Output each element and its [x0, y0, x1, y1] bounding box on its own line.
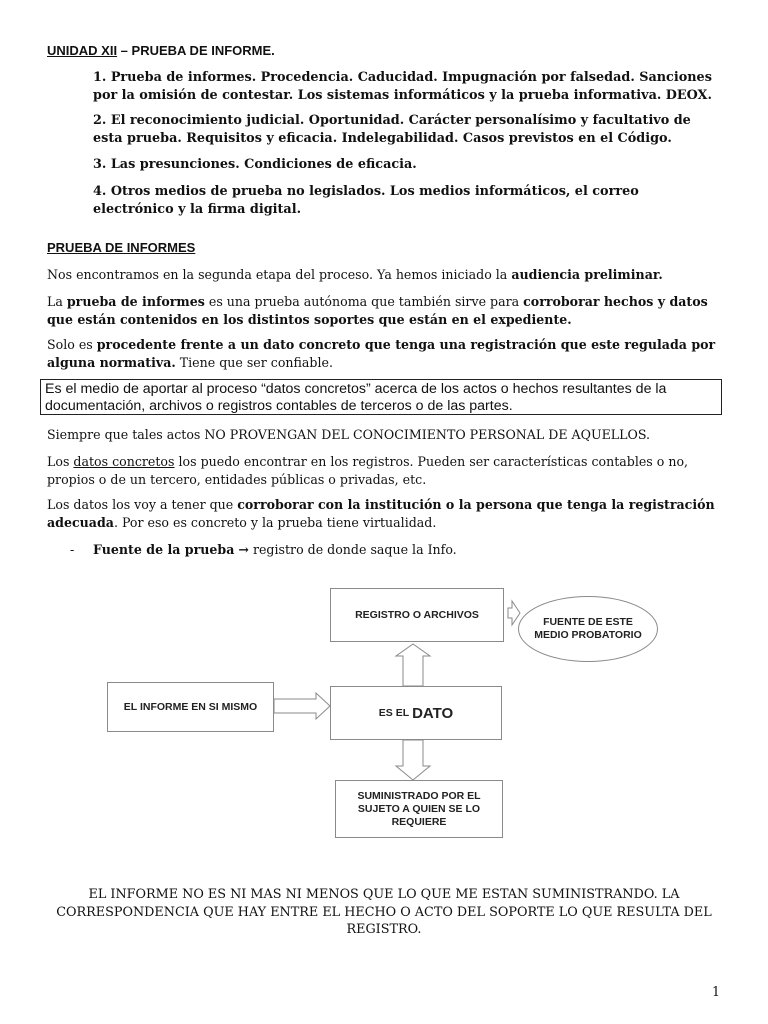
- paragraph-1: Nos encontramos en la segunda etapa del proceso. Ya hemos iniciado la audiencia preliminar.: [47, 267, 663, 282]
- arrow-right-to-dato: [274, 693, 330, 719]
- informe-box: EL INFORME EN SI MISMO: [107, 682, 274, 732]
- paragraph-4: Siempre que tales actos NO PROVENGAN DEL CONOCIMIENTO PERSONAL DE AQUELLOS.: [47, 427, 651, 442]
- paragraph-3: Solo es procedente frente a un dato concreto que tenga una registración que este regulada por alguna normativa. Tiene que ser confiable.: [47, 337, 716, 370]
- paragraph-2: La prueba de informes es una prueba autónoma que también sirve para corroborar hechos y datos que están contenidos en los distintos soportes que están en el expediente.: [47, 294, 708, 327]
- bullet-item: Fuente de la prueba → registro de donde saque la Info.: [93, 542, 457, 557]
- unit-title: PRUEBA DE INFORME.: [131, 43, 275, 58]
- paragraph-6: Los datos los voy a tener que corroborar con la institución o la persona que tenga la registración adecuada. Por eso es concreto y la prueba tiene virtualidad.: [47, 497, 715, 530]
- arrow-up-to-registro: [396, 644, 430, 686]
- fuente-ellipse: FUENTE DE ESTE MEDIO PROBATORIO: [518, 596, 658, 662]
- paragraph-5: Los datos concretos los puedo encontrar en los registros. Pueden ser características contables o no, propios o de un tercero, entidades públicas o privadas, etc.: [47, 454, 689, 487]
- definition-text: Es el medio de aportar al proceso “datos concretos” acerca de los actos o hechos resultantes de la documentación, archivos o registros contables de terceros o de las partes.: [45, 381, 667, 414]
- bullet-dash: -: [70, 542, 75, 557]
- topic-3: 3. Las presunciones. Condiciones de eficacia.: [93, 157, 417, 172]
- arrow-to-fuente: [508, 601, 520, 625]
- dato-box: [330, 686, 502, 740]
- arrow-down-to-suministrado: [396, 740, 430, 780]
- dato-prefix: ES EL: [378, 706, 410, 719]
- conclusion: EL INFORME NO ES NI MAS NI MENOS QUE LO QUE ME ESTAN SUMINISTRANDO. LA CORRESPONDENCIA QUE HAY ENTRE EL HECHO O ACTO DEL SOPORTE LO QUE RESULTA DEL REGISTRO.: [56, 887, 712, 937]
- dato-main: DATO: [412, 704, 454, 722]
- right-arrow-icon: →: [238, 542, 249, 557]
- heading-separator: –: [117, 43, 132, 58]
- page-number: 1: [712, 984, 721, 999]
- unit-label: UNIDAD XII: [47, 43, 118, 58]
- topic-4: 4. Otros medios de prueba no legislados. Los medios informáticos, el correo electrónico y la firma digital.: [93, 184, 639, 217]
- topic-2: 2. El reconocimiento judicial. Oportunidad. Carácter personalísimo y facultativo de esta prueba. Requisitos y eficacia. Indelegabilidad. Casos previstos en el Código.: [93, 113, 691, 146]
- topic-1: 1. Prueba de informes. Procedencia. Caducidad. Impugnación por falsedad. Sanciones por la omisión de contestar. Los sistemas informáticos y la prueba informativa. DEOX.: [93, 70, 712, 103]
- suministrado-box: SUMINISTRADO POR EL SUJETO A QUIEN SE LO REQUIERE: [335, 780, 503, 838]
- registro-box: REGISTRO O ARCHIVOS: [330, 588, 504, 642]
- section-title: PRUEBA DE INFORMES: [47, 240, 196, 255]
